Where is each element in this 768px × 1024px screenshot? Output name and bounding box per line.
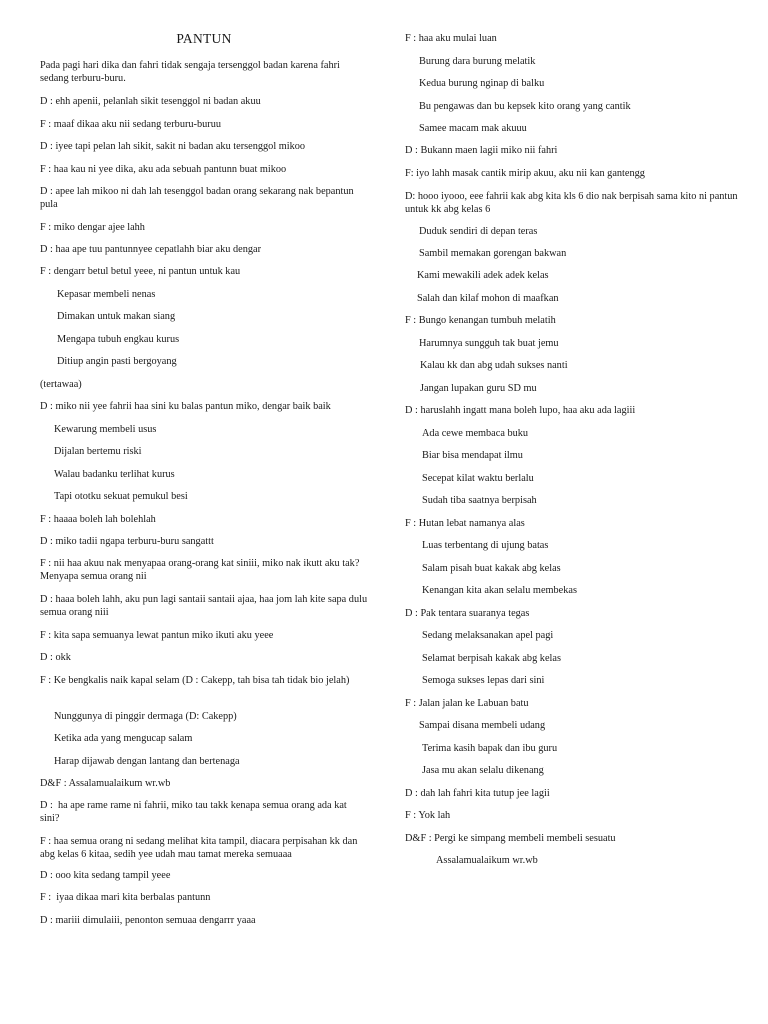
- dialogue-line: D : haruslahh ingatt mana boleh lupo, haa aku ada lagiii: [405, 405, 636, 416]
- dialogue-line: F : nii haa akuu nak menyapaa orang-orang kat siniii, miko nak ikutt aku tak? Menyapa semua orang nii: [40, 558, 362, 582]
- dialogue-line: F : Ke bengkalis naik kapal selam (D : Cakepp, tah bisa tah tidak bio jelah): [40, 675, 350, 686]
- pantun-verse-line: Mengapa tubuh engkau kurus: [57, 334, 180, 345]
- pantun-verse-line: Dijalan bertemu riski: [54, 446, 142, 457]
- pantun-verse-line: Harap dijawab dengan lantang dan bertenaga: [54, 756, 240, 767]
- dialogue-line: D : Pak tentara suaranya tegas: [405, 608, 530, 619]
- pantun-verse-line: Kewarung membeli usus: [54, 424, 157, 435]
- dialogue-line: F : haa kau ni yee dika, aku ada sebuah pantunn buat mikoo: [40, 164, 287, 175]
- pantun-verse-line: Kedua burung nginap di balku: [419, 78, 545, 89]
- pantun-verse-line: Secepat kilat waktu berlalu: [422, 473, 534, 484]
- pantun-verse-line: Harumnya sungguh tak buat jemu: [419, 338, 559, 349]
- pantun-verse-line: Kami mewakili adek adek kelas: [417, 270, 549, 281]
- narration-paragraph: Pada pagi hari dika dan fahri tidak sengaja tersenggol badan karena fahri sedang terburu-buru.: [40, 60, 343, 84]
- dialogue-line: D : okk: [40, 652, 71, 663]
- pantun-verse-line: Selamat berpisah kakak abg kelas: [422, 653, 561, 664]
- pantun-verse-line: Ada cewe membaca buku: [422, 428, 529, 439]
- dialogue-line: D : mariii dimulaiii, penonton semuaa dengarrr yaaa: [40, 915, 256, 926]
- dialogue-line: D : iyee tapi pelan lah sikit, sakit ni badan aku tersenggol mikoo: [40, 141, 306, 152]
- pantun-verse-line: Kalau kk dan abg udah sukses nanti: [420, 360, 568, 371]
- dialogue-line: F : iyaa dikaa mari kita berbalas pantunn: [40, 892, 211, 903]
- dialogue-line: D : ha ape rame rame ni fahrii, miko tau takk kenapa semua orang ada kat sini?: [40, 800, 350, 824]
- dialogue-line: D : ehh apenii, pelanlah sikit tesenggol ni badan akuu: [40, 96, 261, 107]
- dialogue-line: D : ooo kita sedang tampil yeee: [40, 870, 171, 881]
- closing-greeting: Assalamualaikum wr.wb: [436, 855, 538, 866]
- pantun-verse-line: Dimakan untuk makan siang: [57, 311, 176, 322]
- pantun-verse-line: Luas terbentang di ujung batas: [422, 540, 549, 551]
- pantun-verse-line: Sedang melaksanakan apel pagi: [422, 630, 554, 641]
- dialogue-line: D : miko tadii ngapa terburu-buru sangattt: [40, 536, 214, 547]
- dialogue-line: F : kita sapa semuanya lewat pantun miko ikuti aku yeee: [40, 630, 274, 641]
- pantun-verse-line: Jangan lupakan guru SD mu: [420, 383, 537, 394]
- pantun-verse-line: Sudah tiba saatnya berpisah: [422, 495, 537, 506]
- dialogue-line: D : haaa boleh lahh, aku pun lagi santaii santaii ajaa, haa jom lah kite sapa dulu semua orang niii: [40, 594, 370, 618]
- dialogue-line: F : dengarr betul betul yeee, ni pantun untuk kau: [40, 266, 241, 277]
- dialogue-line: D : haa ape tuu pantunnyee cepatlahh biar aku dengar: [40, 244, 262, 255]
- dialogue-line: F : Jalan jalan ke Labuan batu: [405, 698, 529, 709]
- dialogue-line: D: hooo iyooo, eee fahrii kak abg kita kls 6 dio nak berpisah sama kito ni pantun untuk kk abg kelas 6: [405, 191, 741, 215]
- page-title: PANTUN: [176, 31, 232, 46]
- pantun-verse-line: Kenangan kita akan selalu membekas: [422, 585, 577, 596]
- dialogue-line: F : haa aku mulai luan: [405, 33, 497, 44]
- dialogue-line: D : miko nii yee fahrii haa sini ku balas pantun miko, dengar baik baik: [40, 401, 331, 412]
- dialogue-line: F : maaf dikaa aku nii sedang terburu-buruu: [40, 119, 221, 130]
- pantun-verse-line: Ketika ada yang mengucap salam: [54, 733, 193, 744]
- dialogue-line: D : Bukann maen lagii miko nii fahri: [405, 145, 558, 156]
- dialogue-line: D&F : Pergi ke simpang membeli membeli sesuatu: [405, 833, 616, 844]
- pantun-verse-line: Biar bisa mendapat ilmu: [422, 450, 523, 461]
- pantun-verse-line: Terima kasih bapak dan ibu guru: [422, 743, 558, 754]
- pantun-verse-line: Walau badanku terlihat kurus: [54, 469, 175, 480]
- pantun-verse-line: Ditiup angin pasti bergoyang: [57, 356, 177, 367]
- pantun-verse-line: Bu pengawas dan bu kepsek kito orang yang cantik: [419, 101, 631, 112]
- pantun-verse-line: Semoga sukses lepas dari sini: [422, 675, 545, 686]
- dialogue-line: F : haa semua orang ni sedang melihat kita tampil, diacara perpisahan kk dan abg kelas 6 kitaa, sedih yee udah mau tamat mereka semuaaa: [40, 836, 360, 860]
- dialogue-line: F : Yok lah: [405, 810, 451, 821]
- pantun-verse-line: Salah dan kilaf mohon di maafkan: [417, 293, 559, 304]
- dialogue-line: D&F : Assalamualaikum wr.wb: [40, 778, 171, 789]
- pantun-verse-line: Sambil memakan gorengan bakwan: [419, 248, 567, 259]
- dialogue-line: F : haaaa boleh lah bolehlah: [40, 514, 156, 525]
- pantun-verse-line: Nunggunya di pinggir dermaga (D: Cakepp): [54, 711, 237, 722]
- dialogue-line: F : Bungo kenangan tumbuh melatih: [405, 315, 556, 326]
- dialogue-line: D : dah lah fahri kita tutup jee lagii: [405, 788, 550, 799]
- pantun-verse-line: Samee macam mak akuuu: [419, 123, 527, 134]
- pantun-verse-line: Jasa mu akan selalu dikenang: [422, 765, 544, 776]
- dialogue-line: D : apee lah mikoo ni dah lah tesenggol badan orang sekarang nak bepantun pula: [40, 186, 357, 210]
- dialogue-line: F : miko dengar ajee lahh: [40, 222, 145, 233]
- pantun-verse-line: Kepasar membeli nenas: [57, 289, 156, 300]
- pantun-verse-line: Tapi ototku sekuat pemukul besi: [54, 491, 188, 502]
- dialogue-line: F: iyo lahh masak cantik mirip akuu, aku nii kan gantengg: [405, 168, 645, 179]
- pantun-verse-line: Duduk sendiri di depan teras: [419, 226, 538, 237]
- pantun-verse-line: Sampai disana membeli udang: [419, 720, 546, 731]
- dialogue-line: F : Hutan lebat namanya alas: [405, 518, 525, 529]
- pantun-verse-line: Salam pisah buat kakak abg kelas: [422, 563, 561, 574]
- stage-direction: (tertawaa): [40, 379, 82, 390]
- pantun-verse-line: Burung dara burung melatik: [419, 56, 536, 67]
